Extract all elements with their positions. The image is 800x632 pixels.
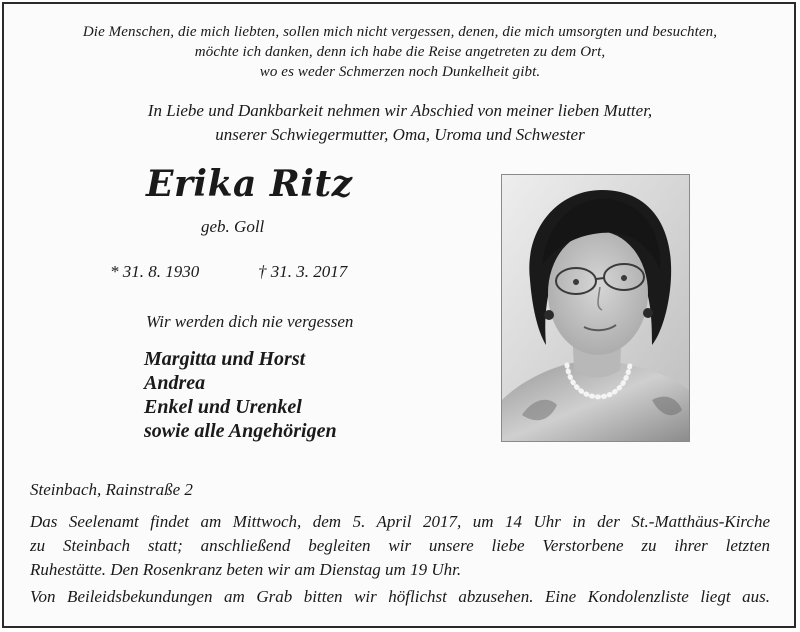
service-line: zu Steinbach statt; anschließend begleiten wir unsere liebe Verstorbene zu ihrer letzten [30, 536, 770, 555]
poem-line: wo es weder Schmerzen noch Dunkelheit gibt. [259, 64, 541, 80]
mourner: Andrea [144, 372, 206, 394]
death-date: † 31. 3. 2017 [258, 262, 348, 281]
service-line: Das Seelenamt findet am Mittwoch, dem 5. April 2017, um 14 Uhr in der St.-Matthäus-Kirche [30, 512, 770, 531]
service-announcement [30, 510, 770, 582]
portrait-illustration [502, 175, 689, 441]
service-line: Ruhestätte. Den Rosenkranz beten wir am Dienstag um 19 Uhr. [30, 560, 462, 579]
mourner: sowie alle Angehörigen [144, 420, 337, 442]
remembrance-line: Wir werden dich nie vergessen [146, 312, 354, 331]
poem-line: möchte ich danken, denn ich habe die Reise angetreten zu dem Ort, [194, 44, 606, 60]
farewell-intro [0, 99, 800, 147]
intro-line: unserer Schwiegermutter, Oma, Uroma und Schwester [215, 125, 585, 144]
poem-line: Die Menschen, die mich liebten, sollen mich nicht vergessen, denen, die mich umsorgten und besuchten, [82, 24, 718, 40]
maiden-name: geb. Goll [201, 217, 265, 236]
deceased-name: Erika Ritz [146, 163, 353, 205]
mourner: Enkel und Urenkel [144, 396, 302, 418]
address: Steinbach, Rainstraße 2 [30, 480, 193, 499]
mourner: Margitta und Horst [144, 348, 306, 370]
mourners-list [144, 347, 337, 443]
condolence-note: Von Beileidsbekundungen am Grab bitten wir höflichst abzusehen. Eine Kondolenzliste liegt aus. [30, 587, 770, 606]
portrait-photo [501, 174, 690, 442]
poem [0, 22, 800, 82]
birth-date: * 31. 8. 1930 [110, 262, 200, 281]
intro-line: In Liebe und Dankbarkeit nehmen wir Abschied von meiner lieben Mutter, [147, 101, 653, 120]
